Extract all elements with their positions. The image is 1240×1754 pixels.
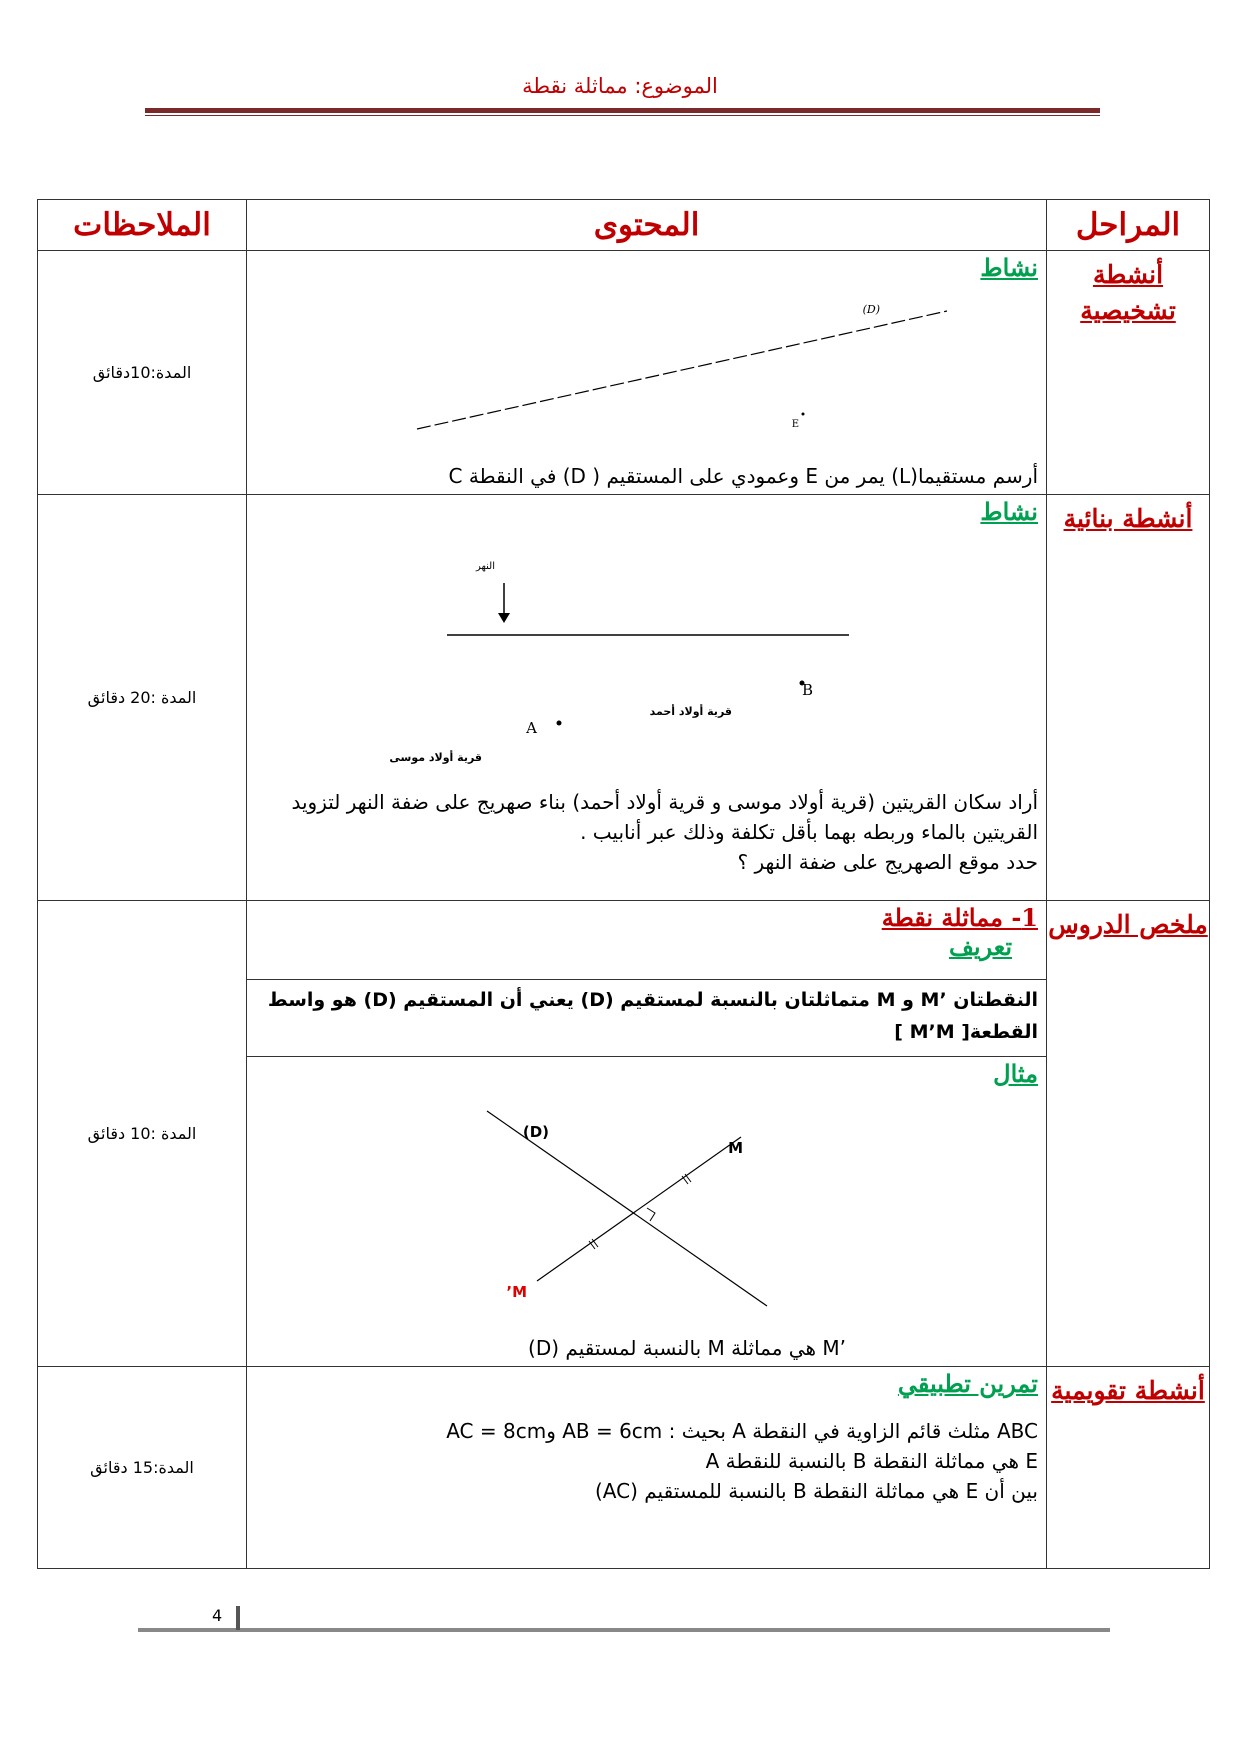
table-header-row <box>38 200 1210 251</box>
activity-heading: نشاط <box>980 253 1038 282</box>
stage-cell: أنشطة تقويمية <box>1047 1367 1210 1569</box>
note-cell: المدة :20 دقائق <box>38 495 247 901</box>
note-cell: المدة :10 دقائق <box>38 901 247 1367</box>
content-cell <box>247 495 1047 901</box>
question-text: حدد موقع الصهريج على ضفة النهر ؟ <box>737 850 1038 874</box>
example-heading: مثال <box>993 1059 1038 1088</box>
table-row <box>38 1367 1210 1569</box>
exercise-line: E هي مماثلة النقطة B بالنسبة للنقطة A <box>705 1449 1038 1473</box>
col-stages-header: المراحل <box>1047 200 1210 251</box>
stage-cell: أنشطة بنائية <box>1047 495 1210 901</box>
exercise-line: ABC مثلث قائم الزاوية في النقطة A بحيث : AB = 6cm وAC = 8cm <box>446 1419 1038 1443</box>
lesson-heading: 1- مماثلة نقطة <box>881 903 1038 932</box>
table-row <box>38 251 1210 495</box>
point-M-label: M <box>728 1139 743 1157</box>
footer-bar <box>236 1606 240 1630</box>
example-text: ’M هي مماثلة M بالنسبة لمستقيم (D) <box>528 1336 846 1360</box>
point-label: E <box>791 419 799 430</box>
line-figure <box>247 289 1045 449</box>
activity-heading: نشاط <box>980 497 1038 526</box>
content-cell <box>247 251 1047 495</box>
footer-rule <box>138 1628 1110 1632</box>
village-A-label: قرية أولاد موسى <box>389 751 482 764</box>
exercise-heading: تمرين تطبيقي <box>897 1369 1038 1398</box>
stage-cell: أنشطة تشخيصية <box>1047 251 1210 495</box>
problem-text: أراد سكان القريتين (قرية أولاد موسى و قرية أولاد أحمد) بناء صهريج على ضفة النهر لتزويد القريتين بالماء وربطه بهما بأقل تكلفة وذلك عبر أنابيب . <box>291 790 1038 844</box>
page-title: الموضوع: مماثلة نقطة <box>522 74 718 98</box>
content-cell <box>247 1367 1047 1569</box>
line-D-label: (D) <box>522 1123 549 1141</box>
definition-text: النقطتان ’M و M متماثلتان بالنسبة لمستقيم (D) يعني أن المستقيم (D) هو واسط القطعة[ M’M ] <box>247 980 1046 1057</box>
stage-cell: ملخص الدروس <box>1047 901 1210 1367</box>
exercise-line: بين أن E هي مماثلة النقطة B بالنسبة للمستقيم (AC) <box>594 1479 1038 1503</box>
point-B-label: B <box>801 681 813 699</box>
col-content-header: المحتوى <box>247 200 1047 251</box>
point-A-label: A <box>526 719 537 737</box>
village-B-label: قرية أولاد أحمد <box>649 705 732 718</box>
activity-text: أرسم مستقيما(L) يمر من E وعمودي على المستقيم ( D) في النقطة C <box>448 464 1038 488</box>
note-cell: المدة:15 دقائق <box>38 1367 247 1569</box>
definition-heading: تعريف <box>948 932 1012 961</box>
river-figure <box>247 535 1045 765</box>
content-cell <box>247 901 1047 1367</box>
exercise-text <box>247 1398 1046 1506</box>
header-rule <box>145 108 1100 117</box>
note-cell: المدة:10دقائق <box>38 251 247 495</box>
symmetry-figure <box>247 1101 1045 1351</box>
table-row <box>38 901 1210 1367</box>
activity-text <box>255 787 1038 877</box>
river-label: النهر <box>476 561 495 572</box>
table-row <box>38 495 1210 901</box>
line-label: (D) <box>862 303 880 316</box>
point-Mprime-label: M’ <box>506 1283 527 1301</box>
lesson-table <box>37 199 1210 1569</box>
page-number: 4 <box>212 1606 223 1625</box>
col-notes-header: الملاحظات <box>38 200 247 251</box>
